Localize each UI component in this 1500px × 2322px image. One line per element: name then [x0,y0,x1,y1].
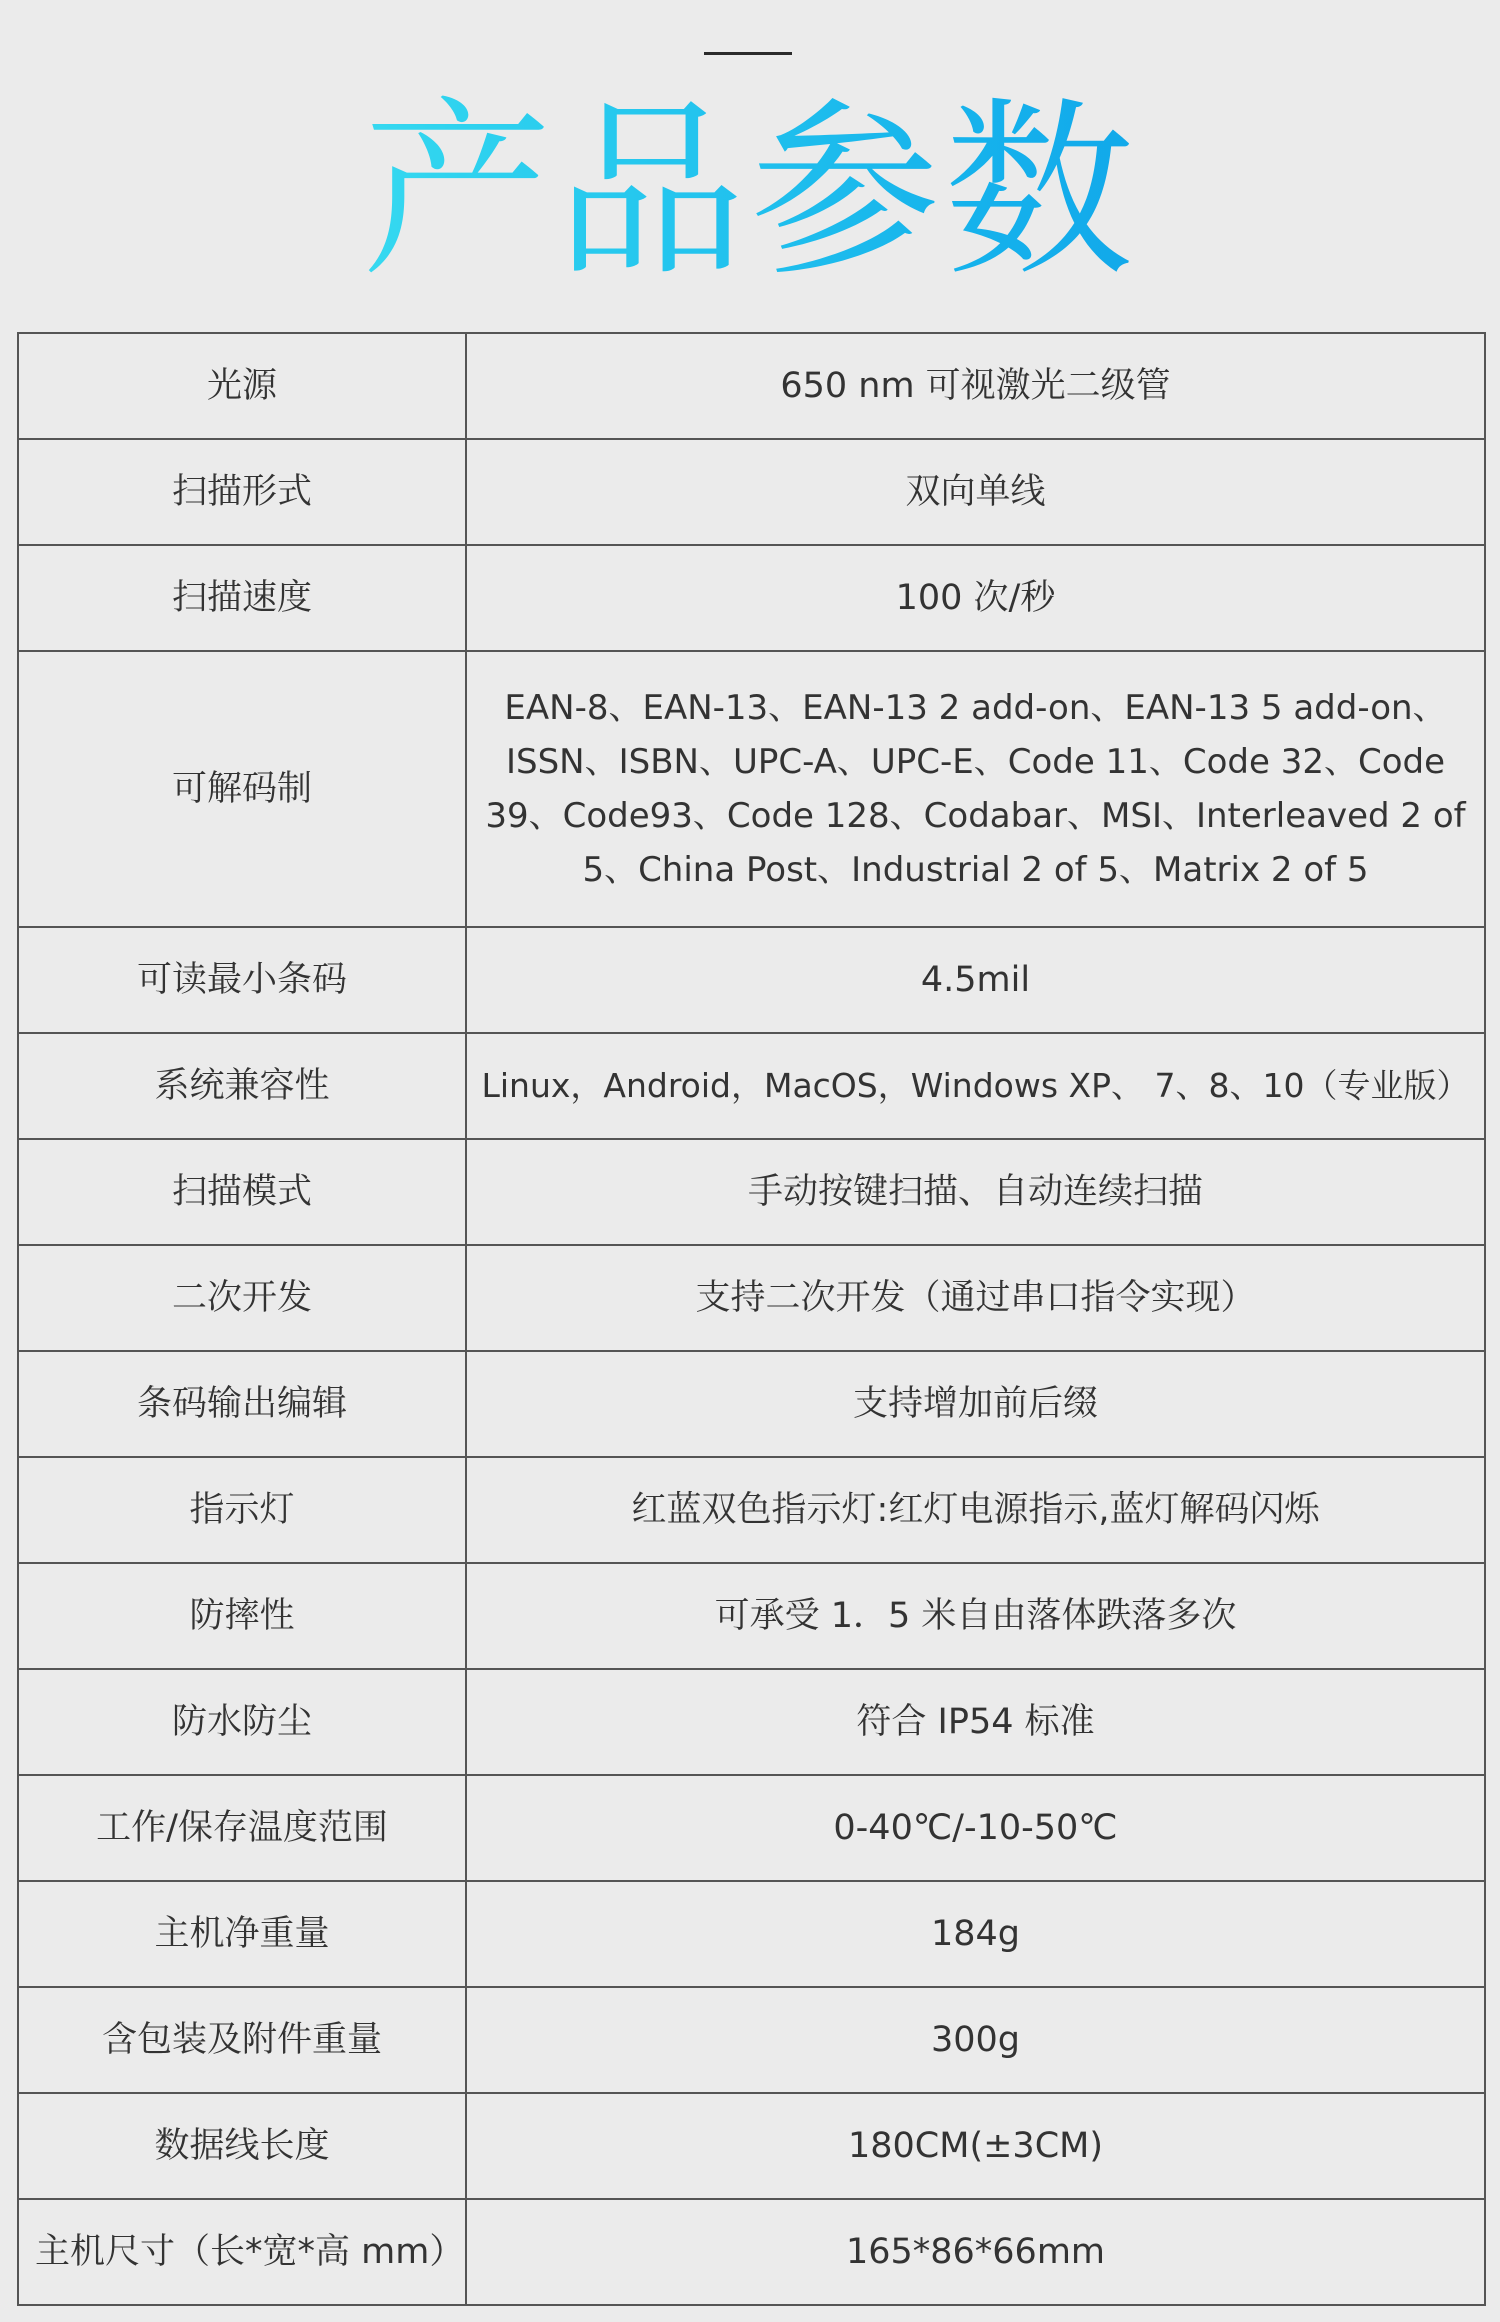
spec-value: Linux，Android，MacOS，Windows XP、 7、8、10（专业版） [466,1033,1485,1139]
spec-value: EAN-8、EAN-13、EAN-13 2 add-on、EAN-13 5 add-on、ISSN、ISBN、UPC-A、UPC-E、Code 11、Code 32、Code 39、Code93、Code 128、Codabar、MSI、Interleaved 2 of 5、China Post、Industrial 2 of 5、Matrix 2 of 5 [466,651,1485,927]
spec-label: 数据线长度 [18,2093,466,2199]
spec-value: 100 次/秒 [466,545,1485,651]
top-divider [704,52,792,55]
spec-value: 红蓝双色指示灯:红灯电源指示,蓝灯解码闪烁 [466,1457,1485,1563]
spec-label: 含包装及附件重量 [18,1987,466,2093]
spec-value: 符合 IP54 标准 [466,1669,1485,1775]
spec-value: 双向单线 [466,439,1485,545]
spec-value: 4.5mil [466,927,1485,1033]
table-row [18,1457,1485,1563]
spec-label: 系统兼容性 [18,1033,466,1139]
spec-label: 扫描速度 [18,545,466,651]
spec-label: 防摔性 [18,1563,466,1669]
spec-label: 二次开发 [18,1245,466,1351]
spec-value: 165*86*66mm [466,2199,1485,2305]
spec-label: 主机尺寸（长*宽*高 mm） [18,2199,466,2305]
spec-value: 300g [466,1987,1485,2093]
table-row [18,1775,1485,1881]
spec-label: 扫描模式 [18,1139,466,1245]
table-row [18,1033,1485,1139]
page-title: 产品参数 [0,92,1500,292]
table-row [18,439,1485,545]
table-row [18,1881,1485,1987]
spec-value: 184g [466,1881,1485,1987]
table-row [18,545,1485,651]
table-row [18,2093,1485,2199]
spec-label: 主机净重量 [18,1881,466,1987]
spec-value: 手动按键扫描、自动连续扫描 [466,1139,1485,1245]
spec-value: 0-40℃/-10-50℃ [466,1775,1485,1881]
spec-value: 支持增加前后缀 [466,1351,1485,1457]
table-row [18,1351,1485,1457]
spec-label: 防水防尘 [18,1669,466,1775]
spec-value: 可承受 1．5 米自由落体跌落多次 [466,1563,1485,1669]
table-row [18,1563,1485,1669]
spec-table [17,332,1486,2306]
spec-label: 条码输出编辑 [18,1351,466,1457]
spec-value: 180CM(±3CM) [466,2093,1485,2199]
spec-value: 650 nm 可视激光二级管 [466,333,1485,439]
table-row [18,1987,1485,2093]
table-row [18,651,1485,927]
table-row [18,333,1485,439]
spec-label: 光源 [18,333,466,439]
spec-label: 可解码制 [18,651,466,927]
table-row [18,927,1485,1033]
table-row [18,1669,1485,1775]
spec-value: 支持二次开发（通过串口指令实现） [466,1245,1485,1351]
spec-label: 可读最小条码 [18,927,466,1033]
spec-label: 指示灯 [18,1457,466,1563]
spec-label: 扫描形式 [18,439,466,545]
spec-label: 工作/保存温度范围 [18,1775,466,1881]
table-row [18,2199,1485,2305]
table-row [18,1245,1485,1351]
table-row [18,1139,1485,1245]
